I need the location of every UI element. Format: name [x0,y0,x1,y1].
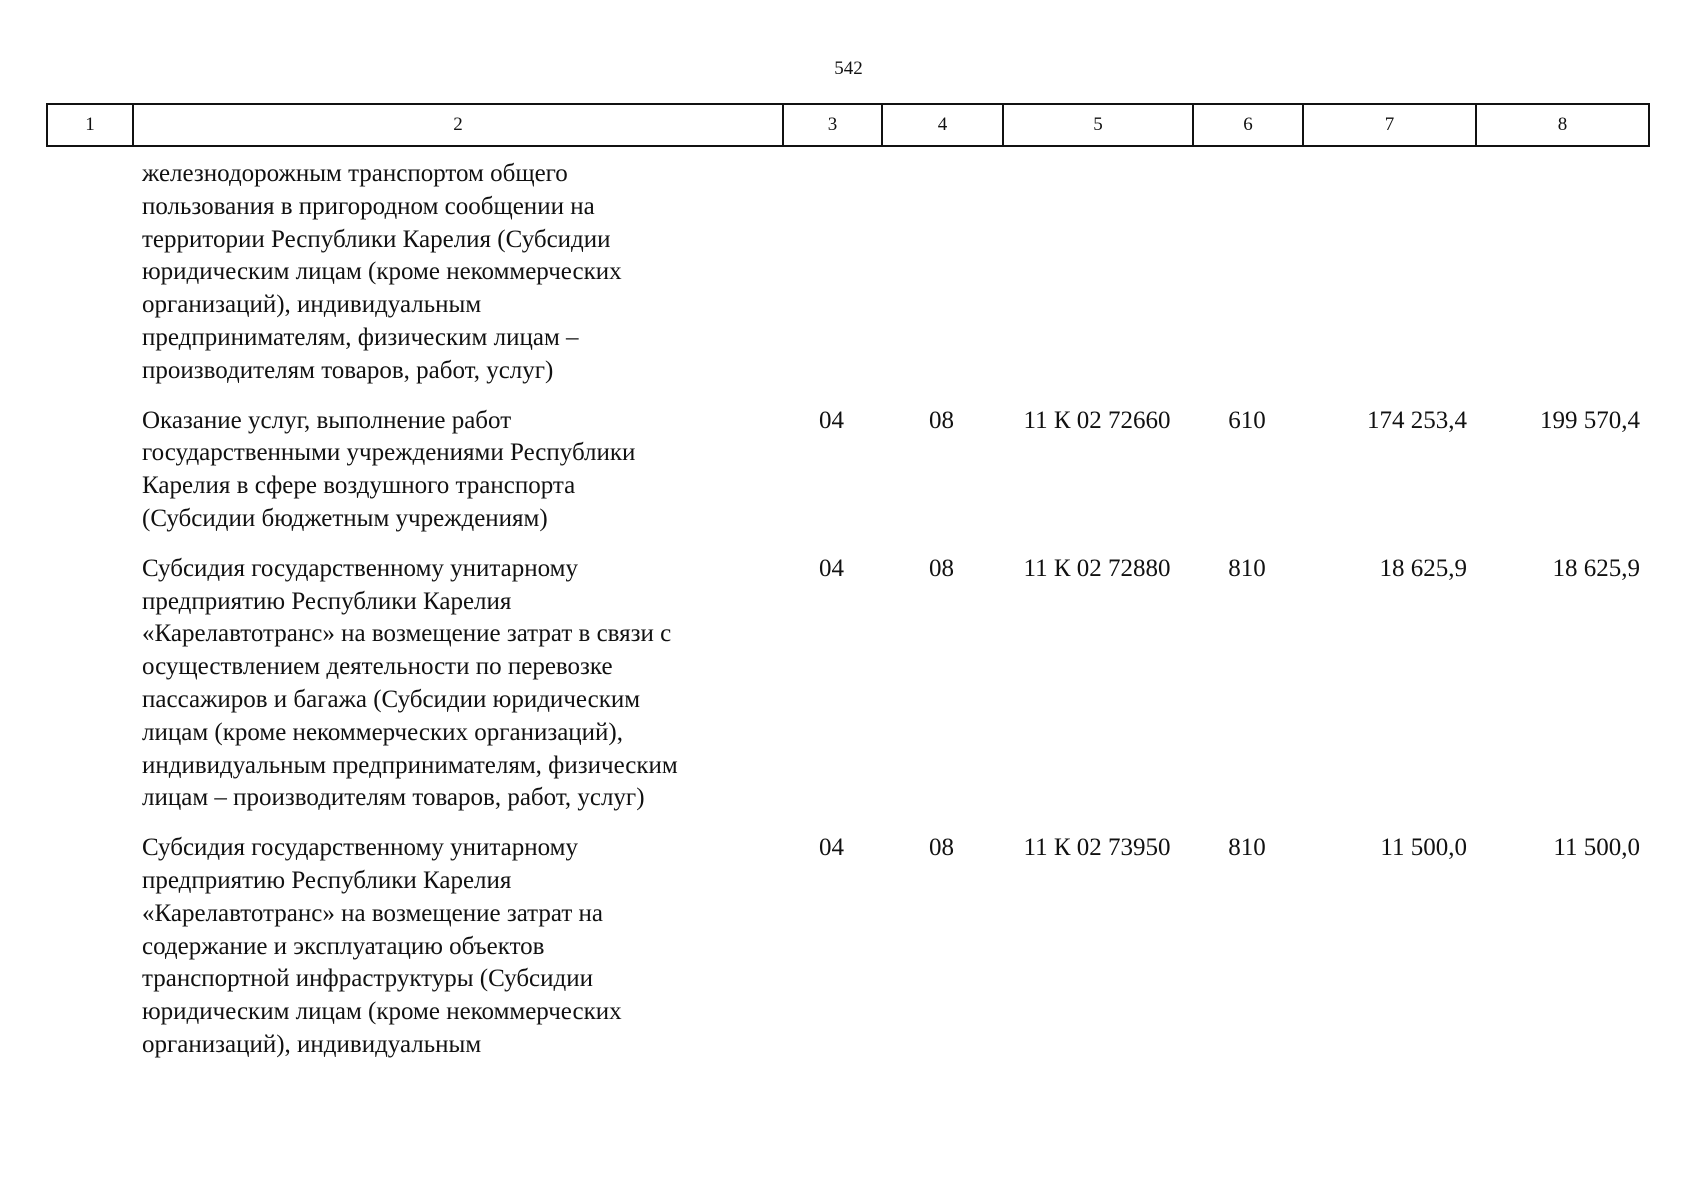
amount-year-1: 11 500,0 [1380,834,1467,862]
description-line: Оказание услуг, выполнение работ [142,406,512,434]
description-line: содержание и эксплуатацию объектов [142,932,545,960]
description-line: территории Республики Карелия (Субсидии [142,225,611,253]
column-header-table [46,103,1650,147]
subsection-code: 08 [929,554,954,582]
column-header-3: 3 [783,104,882,146]
amount-year-2: 11 500,0 [1553,834,1640,862]
expense-type-code: 810 [1228,834,1266,862]
description-line: юридическим лицам (кроме некоммерческих [142,998,622,1026]
description-line: юридическим лицам (кроме некоммерческих [142,258,622,286]
description-line: пользования в пригородном сообщении на [142,192,595,220]
description-line: лицам – производителям товаров, работ, услуг) [142,784,645,812]
expense-type-code: 810 [1228,554,1266,582]
subsection-code: 08 [929,834,954,862]
description-line: транспортной инфраструктуры (Субсидии [142,965,594,993]
budget-table-body [46,158,1648,1079]
page-number: 542 [834,58,863,79]
column-header-row [47,104,1649,146]
expense-type-code: 610 [1228,406,1266,434]
description-line: железнодорожным транспортом общего [142,160,568,187]
column-header-2: 2 [133,104,783,146]
subsection-code [881,158,1002,388]
row-description [46,832,782,1062]
column-header-4: 4 [882,104,1003,146]
description-line: «Карелавтотранс» на возмещение затрат в связи с [142,620,672,648]
description-line: (Субсидии бюджетным учреждениям) [142,504,548,532]
amount-year-2: 199 570,4 [1540,406,1640,434]
description-line: Субсидия государственному унитарному [142,554,578,582]
amount-year-1: 18 625,9 [1379,554,1467,582]
target-item-code: 11 К 02 72660 [1023,406,1171,434]
description-line: лицам (кроме некоммерческих организаций), [142,718,624,746]
subsection-code: 08 [929,406,954,434]
section-code [782,158,881,388]
table-row [46,405,1648,536]
table-row [46,158,1648,388]
column-header-5: 5 [1003,104,1193,146]
description-line: государственными учреждениями Республики [142,439,636,467]
table-row [46,832,1648,1062]
column-header-7: 7 [1303,104,1476,146]
description-line: Карелия в сфере воздушного транспорта [142,472,576,500]
expense-type-code [1192,158,1302,388]
amount-year-2: 18 625,9 [1552,554,1640,582]
description-line: пассажиров и багажа (Субсидии юридическим [142,685,641,713]
column-header-8: 8 [1476,104,1649,146]
description-line: производителям товаров, работ, услуг) [142,356,554,384]
description-line: предприятию Республики Карелия [142,866,512,894]
column-header-1: 1 [47,104,133,146]
target-item-code [1002,158,1192,388]
description-line: Субсидия государственному унитарному [142,834,578,862]
row-description [46,158,782,388]
description-line: предпринимателям, физическим лицам – [142,323,579,351]
target-item-code: 11 К 02 72880 [1023,554,1171,582]
row-description [46,553,782,815]
amount-year-2 [1475,158,1648,388]
description-line: организаций), индивидуальным [142,1030,482,1058]
amount-year-1: 174 253,4 [1367,406,1467,434]
description-line: индивидуальным предпринимателям, физическим [142,751,678,779]
target-item-code: 11 К 02 73950 [1023,834,1171,862]
section-code: 04 [819,554,844,582]
section-code: 04 [819,406,844,434]
description-line: «Карелавтотранс» на возмещение затрат на [142,899,604,927]
description-line: предприятию Республики Карелия [142,587,512,615]
amount-year-1 [1302,158,1475,388]
section-code: 04 [819,834,844,862]
column-header-6: 6 [1193,104,1303,146]
table-row [46,553,1648,815]
description-line: осуществлением деятельности по перевозке [142,653,613,681]
description-line: организаций), индивидуальным [142,291,482,319]
row-description [46,405,782,536]
